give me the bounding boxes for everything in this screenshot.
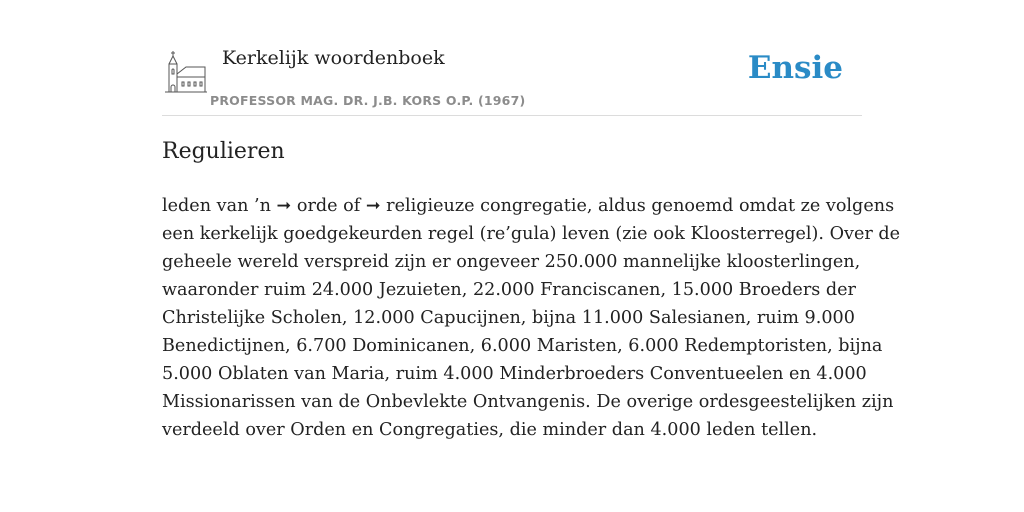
entry-definition bbox=[162, 192, 901, 444]
dictionary-title[interactable]: Kerkelijk woordenboek bbox=[222, 47, 445, 69]
definition-line: Christelijke Scholen, 12.000 Capucijnen, bijna 11.000 Salesianen, ruim 9.000 bbox=[162, 308, 855, 328]
definition-line: Benedictijnen, 6.700 Dominicanen, 6.000 Maristen, 6.000 Redemptoristen, bijna bbox=[162, 336, 883, 356]
church-icon[interactable] bbox=[165, 50, 207, 94]
definition-text: leden van ’n bbox=[162, 196, 277, 216]
definition-line: Missionarissen van de Onbevlekte Ontvangenis. De overige ordesgeestelijken zijn bbox=[162, 392, 894, 412]
entry-title: Regulieren bbox=[162, 139, 285, 164]
definition-line bbox=[162, 192, 895, 220]
dictionary-author[interactable]: PROFESSOR MAG. DR. J.B. KORS O.P. (1967) bbox=[210, 93, 526, 108]
definition-line: waaronder ruim 24.000 Jezuieten, 22.000 Franciscanen, 15.000 Broeders der bbox=[162, 280, 856, 300]
cross-reference-link-orde[interactable]: ➞ orde bbox=[276, 196, 338, 216]
definition-text: of bbox=[337, 196, 366, 216]
definition-line: geheele wereld verspreid zijn er ongeveer 250.000 mannelijke kloosterlingen, bbox=[162, 252, 861, 272]
cross-reference-link-religieuze-congregatie[interactable]: ➞ religieuze congregatie bbox=[365, 196, 587, 216]
ensie-logo-link[interactable]: Ensie bbox=[747, 50, 843, 86]
definition-line: een kerkelijk goedgekeurden regel (re’gula) leven (zie ook Kloosterregel). Over de bbox=[162, 224, 901, 244]
dictionary-header bbox=[162, 42, 862, 116]
definition-text: , aldus genoemd omdat ze volgens bbox=[586, 196, 895, 216]
definition-line: verdeeld over Orden en Congregaties, die minder dan 4.000 leden tellen. bbox=[162, 420, 818, 440]
definition-line: 5.000 Oblaten van Maria, ruim 4.000 Minderbroeders Conventueelen en 4.000 bbox=[162, 364, 867, 384]
